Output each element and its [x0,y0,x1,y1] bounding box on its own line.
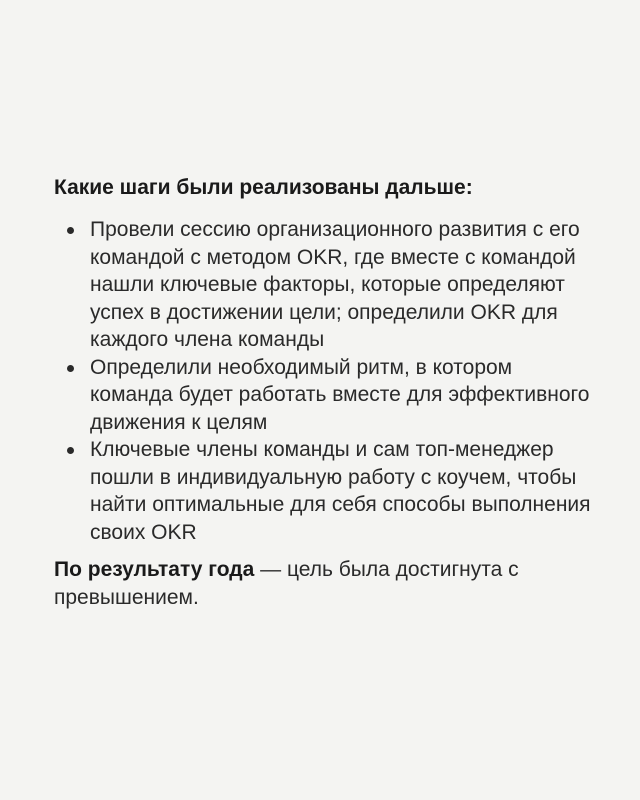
section-heading: Какие шаги были реализованы дальше: [54,176,473,199]
list-item [54,216,594,354]
list-item [54,436,594,546]
list-item-text: Ключевые члены команды и сам топ-менеджер пошли в индивидуальную работу с коучем, чтобы найти оптимальные для себя способы выполнения своих OKR [90,438,591,544]
steps-list [54,216,594,546]
list-item-text: Провели сессию организационного развития с его командой с методом OKR, где вместе с командой нашли ключевые факторы, которые определяют успех в достижении цели; определили OKR для каждого члена команды [90,218,580,351]
bullet-icon [67,227,74,234]
list-item-text: Определили необходимый ритм, в котором команда будет работать вместе для эффективного движения к целям [90,355,590,434]
bullet-icon [67,447,74,454]
result-text: — цель была достигнута с превышением. [54,558,519,609]
bullet-icon [67,365,74,372]
list-item [54,354,594,437]
post-content [54,174,594,612]
result-paragraph [54,556,594,612]
result-label: По результату года [54,558,255,581]
